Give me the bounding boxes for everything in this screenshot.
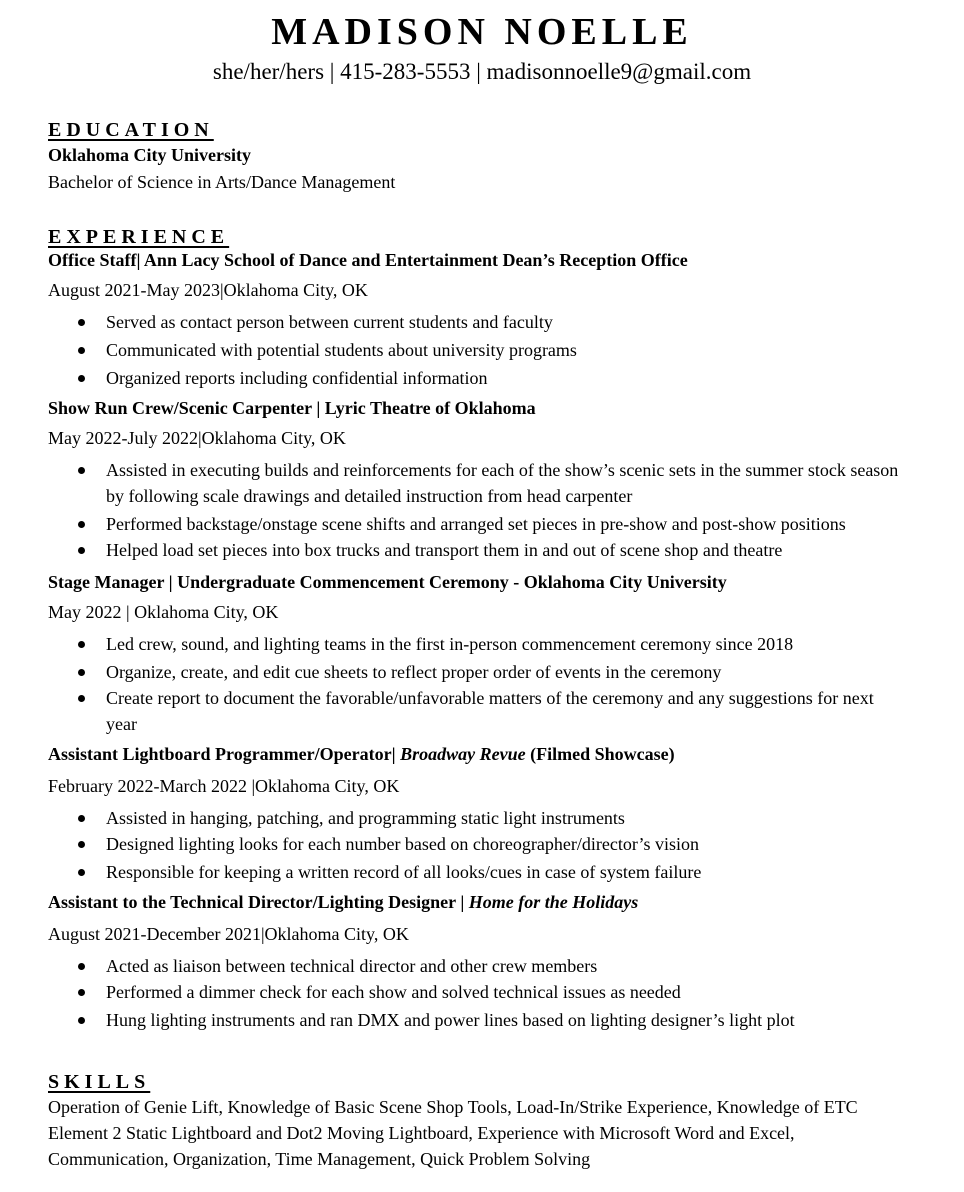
bullet-dot-icon bbox=[78, 815, 85, 822]
job-bullet: Hung lighting instruments and ran DMX and power lines based on lighting designer’s light plot bbox=[78, 1007, 908, 1033]
bullet-dot-icon bbox=[78, 695, 85, 702]
bullet-dot-icon bbox=[78, 547, 85, 554]
job-bullet: Served as contact person between current students and faculty bbox=[78, 309, 908, 335]
job-title: Show Run Crew/Scenic Carpenter | Lyric Theatre of Oklahoma bbox=[48, 398, 536, 418]
bullet-dot-icon bbox=[78, 1017, 85, 1024]
degree: Bachelor of Science in Arts/Dance Management bbox=[48, 172, 396, 192]
job-bullet: Performed backstage/onstage scene shifts and arranged set pieces in pre-show and post-show positions bbox=[78, 511, 908, 537]
job-title: Assistant to the Technical Director/Lighting Designer | Home for the Holidays bbox=[48, 892, 639, 912]
job-dates: February 2022-March 2022 |Oklahoma City, OK bbox=[48, 776, 400, 796]
job-bullet: Organized reports including confidential information bbox=[78, 365, 908, 391]
education-heading: EDUCATION bbox=[48, 119, 214, 141]
job-bullet: Led crew, sound, and lighting teams in the first in-person commencement ceremony since 2018 bbox=[78, 631, 908, 657]
show-title: Broadway Revue bbox=[400, 744, 526, 764]
job-bullet: Responsible for keeping a written record of all looks/cues in case of system failure bbox=[78, 859, 908, 885]
contact-line: she/her/hers | 415-283-5553 | madisonnoelle9@gmail.com bbox=[212, 59, 752, 84]
bullet-dot-icon bbox=[78, 869, 85, 876]
job-bullet: Performed a dimmer check for each show and solved technical issues as needed bbox=[78, 979, 908, 1005]
job-bullet: Designed lighting looks for each number based on choreographer/director’s vision bbox=[78, 831, 908, 857]
job-dates: May 2022-July 2022|Oklahoma City, OK bbox=[48, 428, 346, 448]
bullet-dot-icon bbox=[78, 963, 85, 970]
bullet-dot-icon bbox=[78, 319, 85, 326]
job-dates: August 2021-December 2021|Oklahoma City, OK bbox=[48, 924, 409, 944]
job-bullet: Assisted in executing builds and reinforcements for each of the show’s scenic sets in the summer stock season by following scale drawings and detailed instruction from head carpenter bbox=[78, 457, 908, 509]
bullet-dot-icon bbox=[78, 521, 85, 528]
job-bullet: Helped load set pieces into box trucks and transport them in and out of scene shop and theatre bbox=[78, 537, 908, 563]
job-bullet: Communicated with potential students about university programs bbox=[78, 337, 908, 363]
bullet-dot-icon bbox=[78, 669, 85, 676]
show-title: Home for the Holidays bbox=[468, 892, 639, 912]
candidate-name: MADISON NOELLE bbox=[271, 11, 693, 53]
job-dates: August 2021-May 2023|Oklahoma City, OK bbox=[48, 280, 368, 300]
bullet-dot-icon bbox=[78, 841, 85, 848]
bullet-dot-icon bbox=[78, 641, 85, 648]
job-title: Office Staff| Ann Lacy School of Dance and Entertainment Dean’s Reception Office bbox=[48, 250, 688, 270]
job-bullet: Create report to document the favorable/unfavorable matters of the ceremony and any suggestions for next year bbox=[78, 685, 908, 737]
bullet-dot-icon bbox=[78, 989, 85, 996]
skills-heading: SKILLS bbox=[48, 1071, 151, 1093]
job-bullet: Acted as liaison between technical director and other crew members bbox=[78, 953, 908, 979]
job-title: Stage Manager | Undergraduate Commencement Ceremony - Oklahoma City University bbox=[48, 572, 727, 592]
bullet-dot-icon bbox=[78, 347, 85, 354]
job-bullet: Organize, create, and edit cue sheets to reflect proper order of events in the ceremony bbox=[78, 659, 908, 685]
job-title: Assistant Lightboard Programmer/Operator| Broadway Revue (Filmed Showcase) bbox=[48, 744, 675, 764]
skills-list: Operation of Genie Lift, Knowledge of Basic Scene Shop Tools, Load-In/Strike Experience, Knowledge of ETC Element 2 Static Lightboard and Dot2 Moving Lightboard, Experience with Microsoft Word and Excel, Communication, Organization, Time Management, Quick Problem Solving bbox=[48, 1097, 858, 1169]
school-name: Oklahoma City University bbox=[48, 145, 252, 165]
job-dates: May 2022 | Oklahoma City, OK bbox=[48, 602, 279, 622]
bullet-dot-icon bbox=[78, 467, 85, 474]
bullet-dot-icon bbox=[78, 375, 85, 382]
job-bullet: Assisted in hanging, patching, and programming static light instruments bbox=[78, 805, 908, 831]
experience-heading: EXPERIENCE bbox=[48, 226, 230, 248]
